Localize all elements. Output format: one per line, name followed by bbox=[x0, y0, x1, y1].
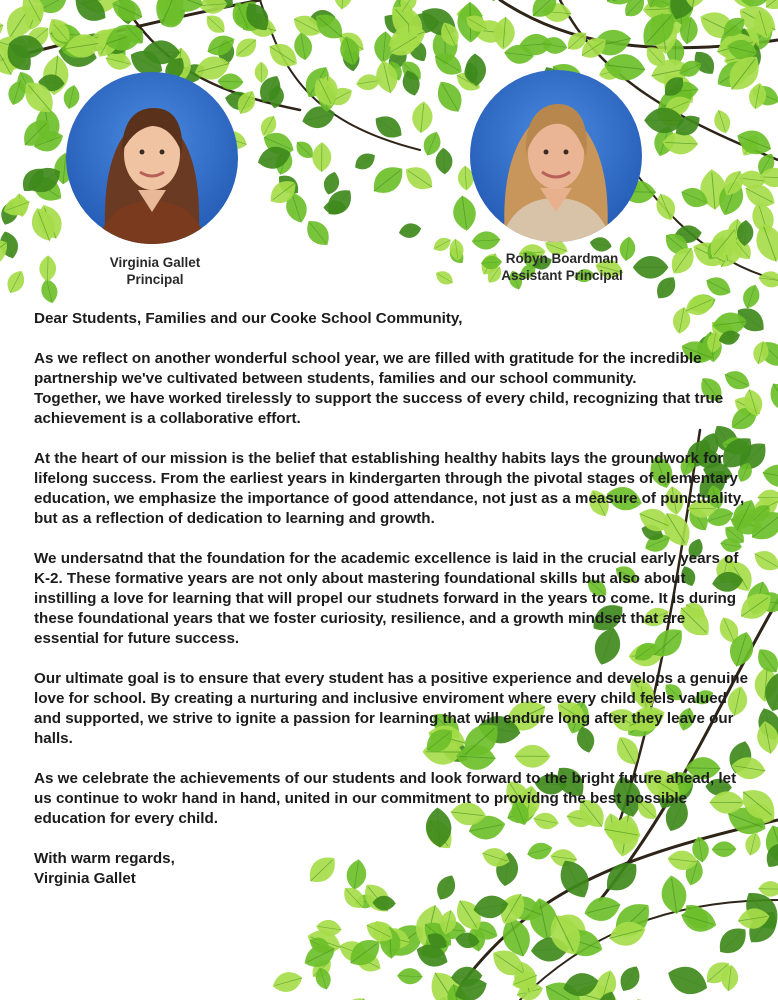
letter-salutation: Dear Students, Families and our Cooke School Community, bbox=[34, 310, 463, 327]
letter-closing: With warm regards, bbox=[34, 850, 175, 867]
letter-paragraph-1a: As we reflect on another wonderful school year, we are filled with gratitude for the incredible partnership we've cultivated between students, families and our school community. bbox=[34, 350, 702, 387]
letter-signature: Virginia Gallet bbox=[34, 870, 136, 887]
assistant-principal-portrait bbox=[470, 70, 642, 242]
principal-name: Virginia Gallet bbox=[109, 255, 201, 270]
letter-body bbox=[34, 309, 750, 889]
letter-paragraph-5: As we celebrate the achievements of our students and look forward to the bright future ahead, let us continue to wokr hand in hand, united in our commitment to providng the best possible education for every child. bbox=[34, 770, 737, 827]
principal-caption bbox=[60, 254, 250, 288]
letter-paragraph-4: Our ultimate goal is to ensure that every student has a positive experience and develops a genuine love for school. By creating a nurturing and inclusive enviroment where every child feels valued and supported, we strive to ignite a passion for learning that will endure long after they leave our halls. bbox=[34, 670, 749, 747]
assistant-principal-name: Robyn Boardman bbox=[505, 251, 619, 266]
letter-paragraph-1b: Together, we have worked tirelessly to support the success of every child, recognizing that true achievement is a collaborative effort. bbox=[34, 390, 724, 427]
principal-portrait bbox=[66, 72, 238, 244]
letter-paragraph-2: At the heart of our mission is the belief that establishing healthy habits lays the groundwork for lifelong success. From the earliest years in kindergarten through the pivotal stages of elementary education, we emphasize the importance of good attendance, not just as a measure of punctuality, but as a reflection of dedication to learning and growth. bbox=[34, 450, 745, 527]
assistant-principal-title: Assistant Principal bbox=[501, 268, 623, 283]
assistant-principal-caption bbox=[462, 250, 662, 284]
letter-paragraph-3: We undersatnd that the foundation for the academic excellence is laid in the crucial early years of K-2. These formative years are not only about mastering foundational skills but also about instilling a love for learning that will propel our studnets forward in the years to come. It is during these foundational years that we foster curiosity, resilience, and a growth mindset that are essential for future success. bbox=[34, 550, 739, 647]
principal-title: Principal bbox=[126, 272, 184, 287]
